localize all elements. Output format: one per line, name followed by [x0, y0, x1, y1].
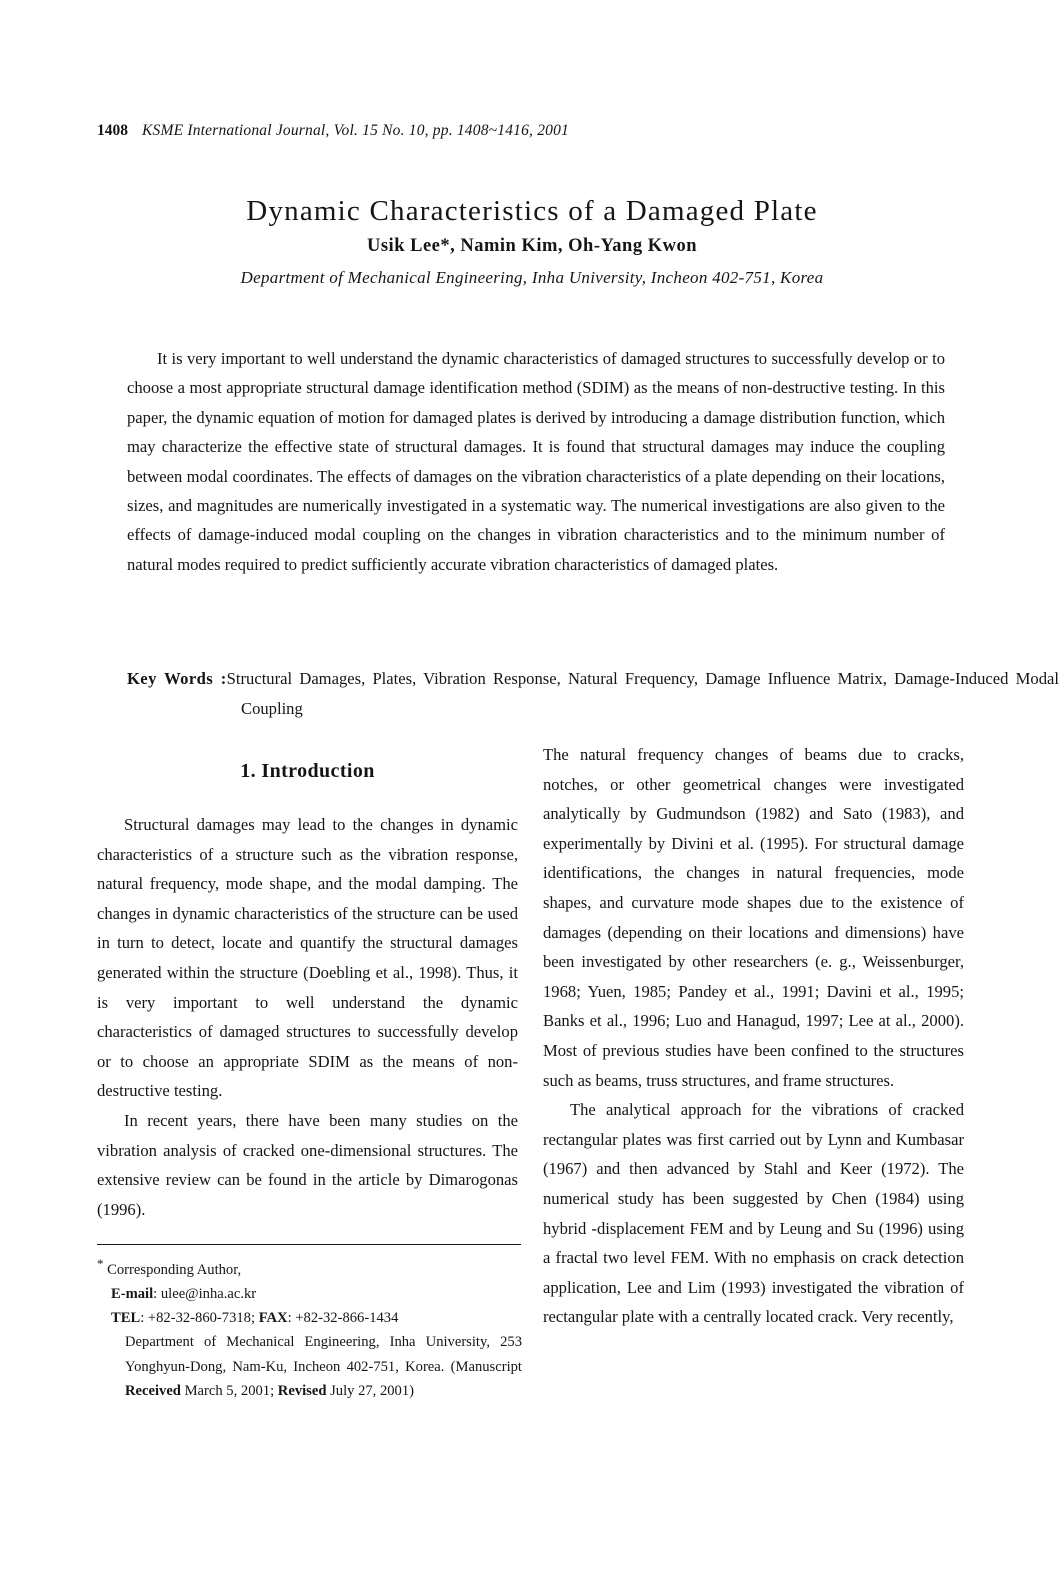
- tel-value: : +82-32-860-7318;: [140, 1310, 259, 1327]
- received-value: March 5, 2001;: [180, 1382, 278, 1399]
- keywords-value: Structural Damages, Plates, Vibration Response, Natural Frequency, Damage Influence Matrix, Damage-Induced Modal Coupling: [226, 669, 1059, 718]
- paragraph: In recent years, there have been many studies on the vibration analysis of cracked one-dimensional structures. The extensive review can be found in the article by Dimarogonas (1996).: [97, 1110, 518, 1219]
- footnote-content: [97, 1252, 522, 1403]
- abstract-text: It is very important to well understand the dynamic characteristics of damaged structures to successfully develop or to choose a most appropriate structural damage identification method (SDIM) as the means of non-destructive testing. In this paper, the dynamic equation of motion for damaged plates is derived by introducing a damage distribution function, which may characterize the effective state of structural damages. It is found that structural damages may induce the coupling between modal coordinates. The effects of damages on the vibration characteristics of a plate depending on their locations, sizes, and magnitudes are numerically investigated in a systematic way. The numerical investigations are also given to the effects of damage-induced modal coupling on the changes in vibration characteristics and to the minimum number of natural modes required to predict sufficiently accurate vibration characteristics of damaged plates.: [127, 349, 945, 574]
- revised-value: July 27, 2001): [326, 1382, 415, 1399]
- section-heading-introduction: 1. Introduction: [240, 760, 375, 782]
- affiliation-line: Department of Mechanical Engineering, Inha University, Incheon 402-751, Korea: [240, 268, 824, 287]
- email-value: : ulee@inha.ac.kr: [153, 1286, 257, 1303]
- author-list: Usik Lee*, Namin Kim, Oh-Yang Kwon: [367, 236, 697, 256]
- footnote-tel-fax-line: [111, 1306, 522, 1330]
- asterisk-icon: *: [97, 1256, 104, 1271]
- fax-value: : +82-32-866-1434: [287, 1310, 399, 1327]
- keywords-block: [127, 664, 1059, 723]
- email-label: E-mail: [111, 1286, 154, 1303]
- footnote-address-line: [111, 1330, 522, 1403]
- footnote-block: [97, 1244, 522, 1403]
- paragraph: Structural damages may lead to the changes in dynamic characteristics of a structure such as the vibration response, natural frequency, mode shape, and the modal damping. The changes in dynamic characteristics of the structure can be used in turn to detect, locate and quantify the structural damages generated within the structure (Doebling et al., 1998). Thus, it is very important to well understand the dynamic characteristics of damaged structures to successfully develop or to choose an appropriate SDIM as the means of non-destructive testing.: [97, 815, 518, 1101]
- paper-title: Dynamic Characteristics of a Damaged Plate: [246, 195, 818, 228]
- footnote-divider: [97, 1244, 521, 1245]
- tel-label: TEL: [111, 1310, 141, 1327]
- keywords-label: Key Words :: [127, 669, 227, 688]
- footnote-email-line: [111, 1282, 522, 1306]
- running-head: [97, 122, 957, 140]
- body-column-right: [543, 740, 964, 1332]
- received-label: Received: [125, 1382, 181, 1399]
- address-text: Department of Mechanical Engineering, Inha University, 253 Yonghyun-Dong, Nam-Ku, Incheon 402-751, Korea. (Manuscript: [125, 1334, 522, 1375]
- corresponding-author-text: Corresponding Author,: [107, 1261, 242, 1278]
- paragraph: The analytical approach for the vibrations of cracked rectangular plates was first carried out by Lynn and Kumbasar (1967) and then advanced by Stahl and Keer (1972). The numerical study has been suggested by Chen (1984) using hybrid -displacement FEM and by Leung and Su (1996) using a fractal two level FEM. With no emphasis on crack detection application, Lee and Lim (1993) investigated the vibration of rectangular plate with a centrally located crack. Very recently,: [543, 1100, 964, 1327]
- page-folio: 1408: [97, 122, 128, 139]
- journal-citation-line: KSME International Journal, Vol. 15 No. 10, pp. 1408~1416, 2001: [142, 122, 569, 139]
- paragraph: The natural frequency changes of beams due to cracks, notches, or other geometrical changes were investigated analytically by Gudmundson (1982) and Sato (1983), and experimentally by Divini et al. (1995). For structural damage identifications, the changes in natural frequencies, mode shapes, and curvature mode shapes due to the existence of damages (depending on their locations and dimensions) have been investigated by other researchers (e. g., Weissenburger, 1968; Yuen, 1985; Pandey et al., 1991; Davini et al., 1995; Banks et al., 1996; Luo and Hanagud, 1997; Lee at al., 2000). Most of previous studies have been confined to the structures such as beams, truss structures, and frame structures.: [543, 745, 964, 1090]
- revised-label: Revised: [277, 1382, 327, 1399]
- fax-label: FAX: [258, 1310, 288, 1327]
- body-column-left: [97, 758, 518, 1224]
- footnote-corresponding-author: [97, 1252, 522, 1282]
